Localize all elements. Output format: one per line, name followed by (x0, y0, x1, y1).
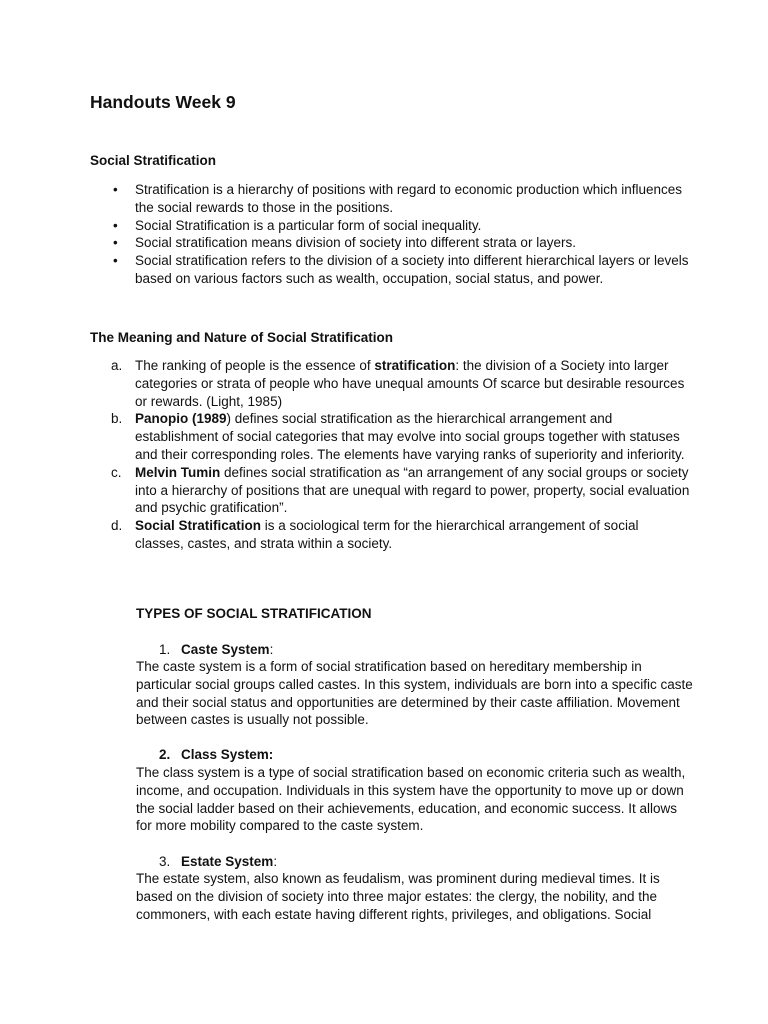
list-marker: d. (111, 518, 123, 534)
list-marker: b. (111, 411, 123, 427)
type-name: Caste System (181, 642, 270, 657)
list-item (90, 357, 690, 410)
list-item (90, 410, 690, 463)
list-item (90, 464, 690, 517)
list-item (90, 517, 690, 553)
type-name: Class System: (181, 747, 274, 762)
type-description-class: The class system is a type of social stratification based on economic criteria such as wealth, income, and occupation. Individuals in this system have the opportunity to move up or down the social ladder based on their achievements, education, and economic success. It allows for more mobility compared to the caste system. (136, 765, 686, 834)
bullet-item: • Social stratification refers to the division of a society into different hierarchical layers or levels based on various factors such as wealth, occupation, social status, and power. (90, 252, 690, 288)
type-number: 1. (159, 642, 171, 657)
stratification-bullet-list (90, 181, 690, 288)
section-heading-social-stratification: Social Stratification (90, 153, 217, 168)
list-text: defines social stratification as “an arrangement of any social groups or society into a hierarchy of positions that are unequal with regard to power, property, social evaluation and psychic gratification”. (135, 464, 690, 516)
list-text: ) defines social stratification as the hierarchical arrangement and establishment of social categories that may evolve into social groups together with statuses and their corresponding roles. The elements have varying ranks of superiority and inferiority. (135, 411, 685, 462)
type-description-caste: The caste system is a form of social stratification based on hereditary membership in particular social groups called castes. In this system, individuals are born into a specific caste and their social status and opportunities are determined by their caste affiliation. Movement between castes is usually not possible. (136, 659, 693, 728)
types-heading: TYPES OF SOCIAL STRATIFICATION (136, 606, 372, 621)
list-text-bold: Melvin Tumin (135, 464, 221, 480)
list-text: is a sociological term for the hierarchical arrangement of social classes, castes, and strata within a society. (135, 518, 639, 551)
list-text-bold: Panopio (1989 (135, 411, 227, 427)
meaning-lettered-list (90, 357, 690, 553)
list-text: : the division of a Society into larger categories or strata of people who have unequal amounts Of scarce but desirable resources or rewards. (Light, 1985) (135, 358, 685, 409)
list-text-bold: Social Stratification (135, 518, 262, 534)
type-number: 2. (159, 747, 171, 762)
bullet-item: • Social stratification means division of society into different strata or layers. (90, 234, 690, 252)
list-marker: a. (111, 358, 123, 373)
list-text-bold: stratification (374, 358, 456, 373)
list-marker: c. (111, 464, 122, 480)
bullet-item: • Social Stratification is a particular form of social inequality. (90, 217, 690, 235)
section-heading-meaning-and-nature: The Meaning and Nature of Social Stratification (90, 330, 394, 345)
list-text: The ranking of people is the essence of (135, 358, 375, 373)
type-name-suffix: : (269, 642, 274, 657)
type-description-estate: The estate system, also known as feudalism, was prominent during medieval times. It is based on the division of society into three major estates: the clergy, the nobility, and the commoners, with each estate having different rights, privileges, and obligations. Social (136, 871, 660, 922)
bullet-item: • Stratification is a hierarchy of positions with regard to economic production which influences the social rewards to those in the positions. (90, 181, 690, 217)
document-title: Handouts Week 9 (90, 92, 236, 112)
type-name: Estate System (181, 854, 274, 869)
type-heading-estate (159, 853, 277, 871)
type-heading-caste (159, 641, 273, 659)
type-name-suffix: : (273, 854, 278, 869)
type-number: 3. (159, 854, 171, 869)
type-heading-class (159, 746, 273, 764)
